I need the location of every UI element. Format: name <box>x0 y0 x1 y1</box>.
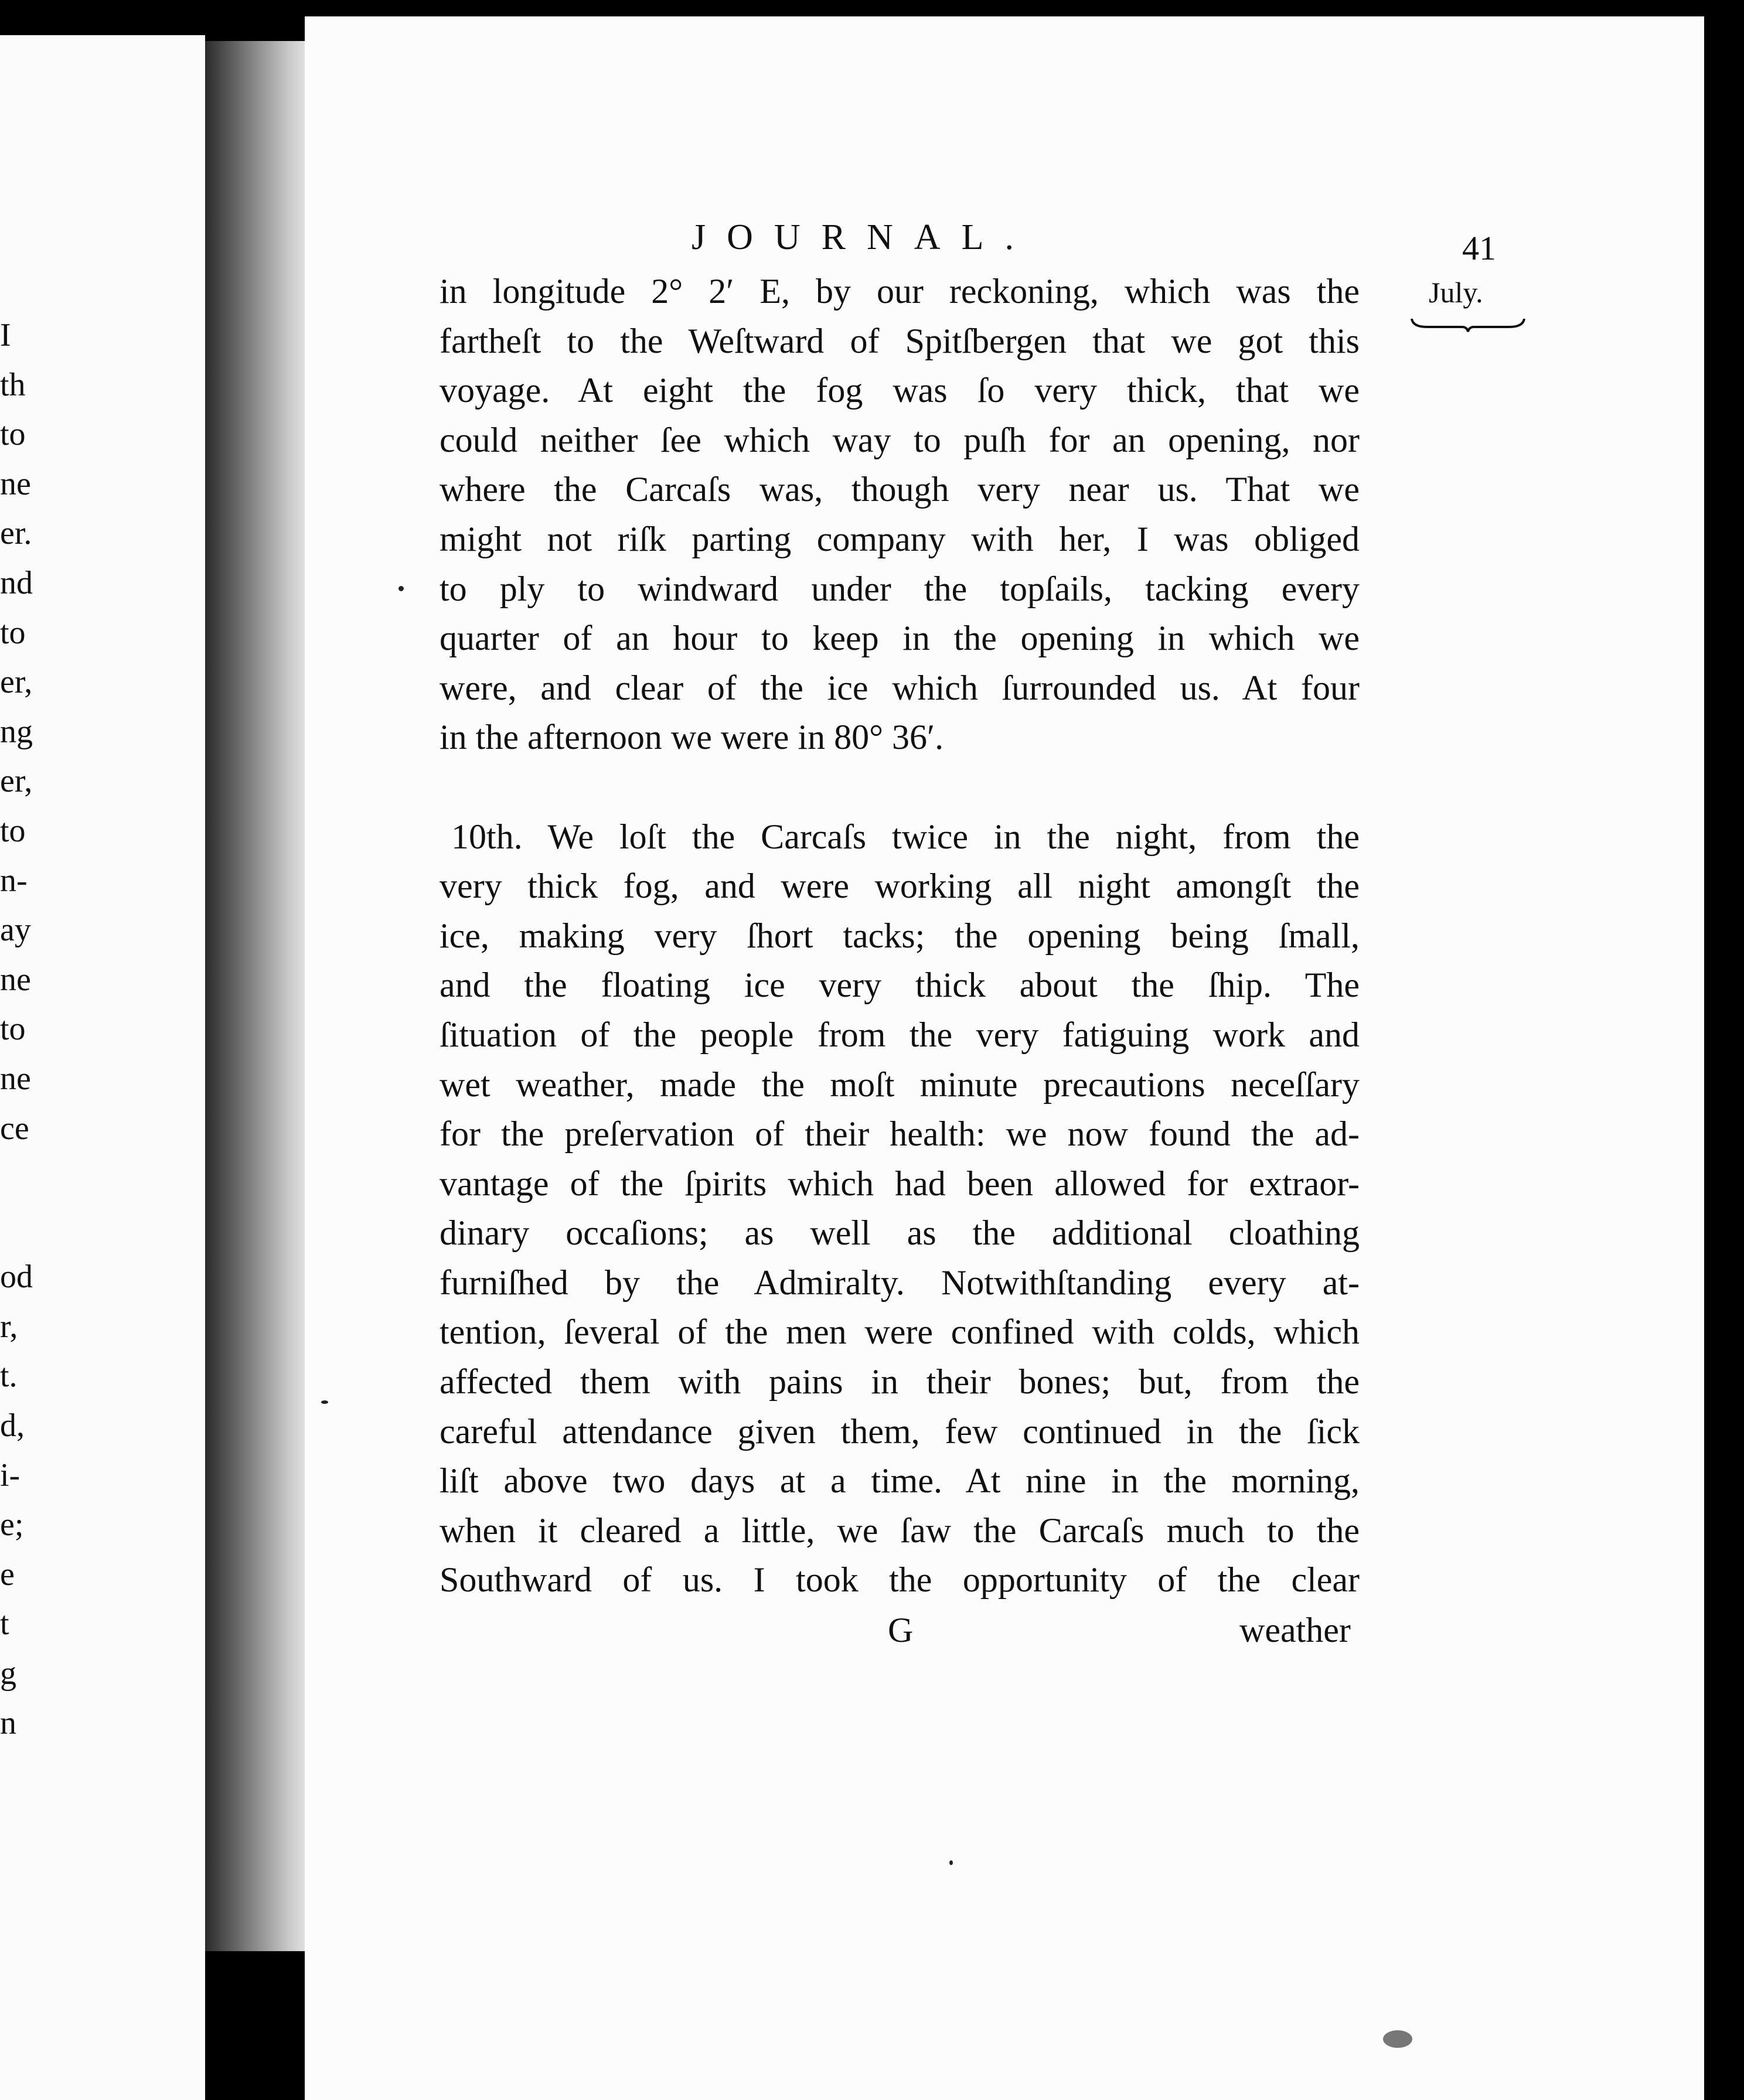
left-fragment: nd <box>0 564 33 601</box>
left-fragment: to <box>0 812 26 849</box>
body-text <box>440 267 1360 1605</box>
text-line: for the preſervation of their health: we now found the ad- <box>440 1114 1360 1154</box>
text-line: Southward of us. I took the opportunity of the clear <box>440 1560 1360 1600</box>
text-line: in the afternoon we were in 80° 36′. <box>440 718 944 757</box>
left-fragment: ne <box>0 465 31 502</box>
left-fragment: to <box>0 1011 26 1048</box>
text-line: might not riſk parting company with her, I was obliged <box>440 519 1360 558</box>
text-line: liſt above two days at a time. At nine in the morning, <box>440 1461 1360 1501</box>
text-line: tention, ſeveral of the men were confined with colds, which <box>440 1312 1360 1352</box>
left-fragment: I <box>0 317 11 353</box>
left-fragment: er, <box>0 763 33 800</box>
ink-speck <box>321 1400 328 1404</box>
book-gutter-shadow <box>205 41 316 1951</box>
text-line: in longitude 2° 2′ E, by our reckoning, which was the <box>440 272 1360 311</box>
ink-speck <box>398 586 404 591</box>
running-header: JOURNAL. <box>692 217 1035 257</box>
text-line: affected them with pains in their bones; but, from the <box>440 1362 1360 1402</box>
text-line: and the floating ice very thick about the ſhip. The <box>440 966 1360 1005</box>
text-line: voyage. At eight the fog was ſo very thick, that we <box>440 371 1360 410</box>
ink-speck <box>949 1860 953 1865</box>
margin-note-date: July. <box>1429 276 1483 309</box>
left-fragment: od <box>0 1259 33 1296</box>
text-line: when it cleared a little, we ſaw the Carcaſs much to the <box>440 1511 1360 1550</box>
paragraph-gap <box>440 762 1360 812</box>
text-line: ſituation of the people from the very fatiguing work and <box>440 1015 1360 1054</box>
left-fragment <box>0 1203 41 1253</box>
left-fragment: ay <box>0 912 31 949</box>
left-fragment: e; <box>0 1506 24 1543</box>
text-line: quarter of an hour to keep in the opening in which we <box>440 619 1360 658</box>
text-line: careful attendance given them, few continued in the ſick <box>440 1412 1360 1451</box>
left-fragment: ng <box>0 713 33 750</box>
left-facing-page <box>0 35 205 2100</box>
brace-icon <box>1409 316 1527 334</box>
left-fragment: r, <box>0 1308 18 1345</box>
left-fragment: th <box>0 366 26 403</box>
text-line: fartheſt to the Weſtward of Spitſbergen that we got this <box>440 321 1360 360</box>
text-line: where the Carcaſs was, though very near us. That we <box>440 470 1360 509</box>
left-fragment: er. <box>0 515 32 552</box>
text-line: ice, making very ſhort tacks; the opening being ſmall, <box>440 916 1360 955</box>
text-line: vantage of the ſpirits which had been allowed for extraor- <box>440 1164 1360 1203</box>
text-line: could neither ſee which way to puſh for an opening, nor <box>440 420 1360 459</box>
text-line: very thick fog, and were working all night amongſt the <box>440 867 1360 906</box>
scan-right-border <box>1704 0 1744 2100</box>
text-line: furniſhed by the Admiralty. Notwithſtanding every at- <box>440 1263 1360 1302</box>
left-fragment: ne <box>0 1060 31 1097</box>
text-line: were, and clear of the ice which ſurrounded us. At four <box>440 668 1360 707</box>
left-fragment: i- <box>0 1457 21 1494</box>
left-fragment: g <box>0 1655 16 1692</box>
signature-mark: G <box>888 1611 914 1649</box>
left-fragment: er, <box>0 664 33 701</box>
left-fragment: to <box>0 416 26 453</box>
paragraph <box>440 267 1360 762</box>
text-line: to ply to windward under the topſails, tacking every <box>440 569 1360 608</box>
left-fragment: ne <box>0 961 31 998</box>
catchword: weather <box>1239 1611 1351 1649</box>
left-fragment: n <box>0 1704 16 1741</box>
paragraph <box>440 812 1360 1605</box>
text-line: 10th. We loſt the Carcaſs twice in the night, from the <box>451 817 1360 856</box>
left-fragment: t <box>0 1605 9 1642</box>
left-fragment: e <box>0 1556 15 1593</box>
left-fragment <box>0 1153 41 1203</box>
page-number: 41 <box>1462 229 1496 267</box>
left-fragment: to <box>0 614 26 651</box>
text-line: dinary occaſions; as well as the additional cloathing <box>440 1213 1360 1253</box>
ink-speck <box>1383 2030 1412 2048</box>
left-fragment: d, <box>0 1407 25 1444</box>
text-line: wet weather, made the moſt minute precautions neceſſary <box>440 1065 1360 1104</box>
left-fragment: n- <box>0 862 28 899</box>
left-fragment: t. <box>0 1358 18 1395</box>
left-page-text-fragments <box>0 311 41 1748</box>
left-fragment: ce <box>0 1110 29 1147</box>
